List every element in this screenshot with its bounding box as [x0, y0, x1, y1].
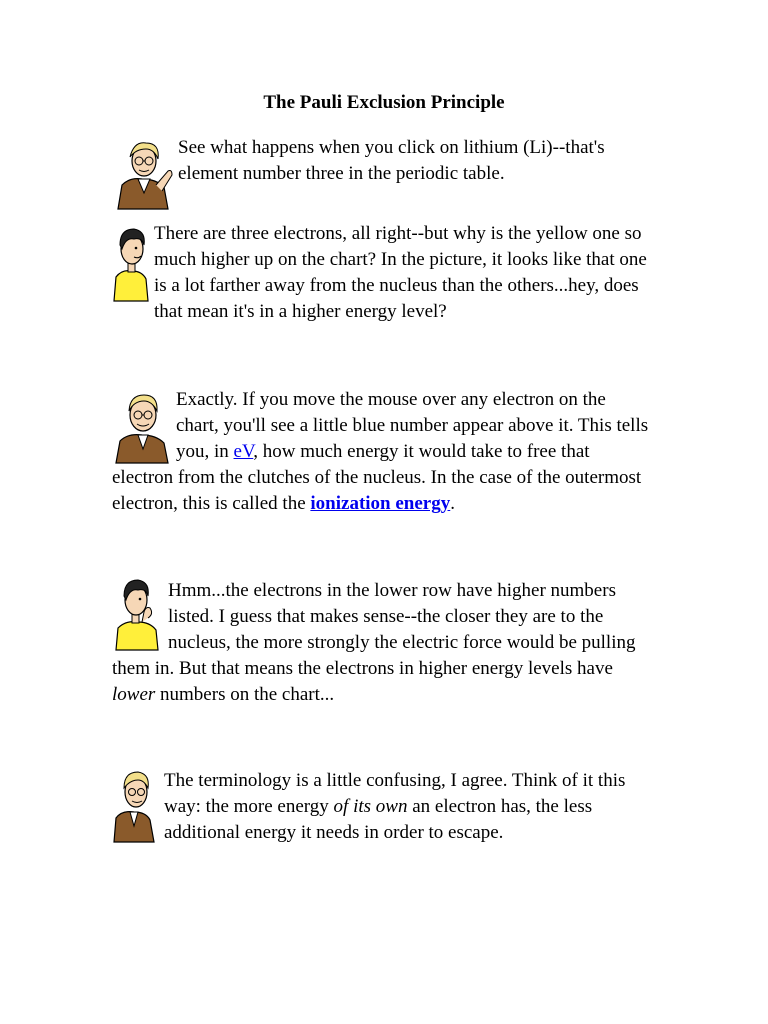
paragraph-text: There are three electrons, all right--but why is the yellow one so much higher up on the chart? In the picture, it looks like that one is a lot farther away from the nucleus than the others...hey, does that mean it's in a higher energy level?	[154, 223, 647, 322]
professor-cartoon-icon	[112, 387, 174, 465]
ionization-energy-link[interactable]: ionization energy	[310, 493, 451, 514]
dialogue-professor-2	[112, 387, 652, 517]
dialogue-professor-3	[112, 768, 652, 846]
professor-cartoon-icon	[112, 135, 176, 211]
dialogue-student-2	[112, 578, 652, 708]
dialogue-student-1	[112, 221, 652, 325]
student-cartoon-icon	[112, 578, 166, 652]
paragraph-text: Exactly. If you move the mouse over any electron on the chart, you'll see a little blue number appear above it. This tells you, in eV, how much energy it would take to free that electron from the clutches of the nucleus. In the case of the outermost electron, this is called the ionization energy.	[112, 389, 649, 514]
dialogue-professor-1	[112, 135, 652, 211]
paragraph-text: See what happens when you click on lithium (Li)--that's element number three in the periodic table.	[178, 137, 605, 184]
ev-link[interactable]: eV	[233, 441, 254, 462]
paragraph-text: Hmm...the electrons in the lower row have higher numbers listed. I guess that makes sense--the closer they are to the nucleus, the more strongly the electric force would be pulling them in. But that means the electrons in higher energy levels have lower numbers on the chart...	[112, 580, 636, 705]
paragraph-text: The terminology is a little confusing, I agree. Think of it this way: the more energy of its own an electron has, the less additional energy it needs in order to escape.	[164, 770, 626, 843]
professor-cartoon-icon	[112, 768, 162, 844]
student-cartoon-icon	[112, 223, 152, 303]
page-title: The Pauli Exclusion Principle	[263, 92, 505, 113]
